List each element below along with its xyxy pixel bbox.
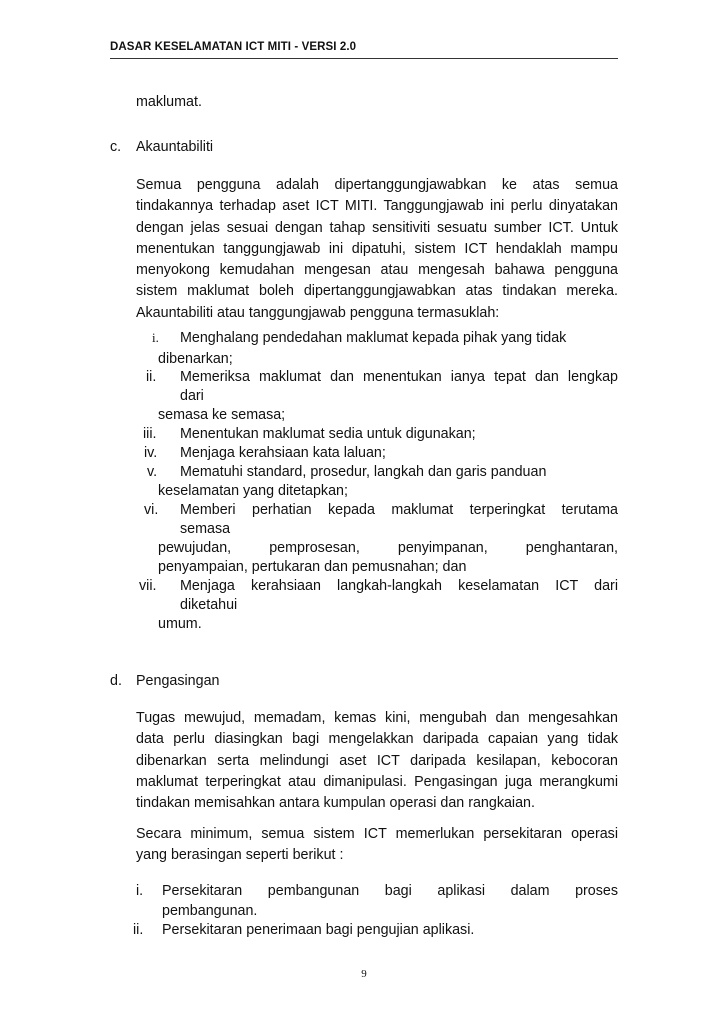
page-number: 9 — [361, 968, 367, 980]
list-item-wrap: dari — [180, 388, 204, 404]
list-item-number: v. — [147, 464, 158, 480]
paragraph-line: dibenarkan serta melindungi aset ICT daripada kesilapan, kebocoran — [136, 752, 618, 769]
paragraph-line: menyokong kemudahan mengesan atau mengesah bahawa pengguna — [136, 262, 618, 279]
list-item-continuation: pembangunan. — [162, 903, 258, 919]
list-item-text: Menghalang pendedahan maklumat kepada pihak yang tidak — [180, 330, 567, 346]
paragraph-line: sistem maklumat boleh dipertanggungjawabkan atas tindakan mereka. — [136, 283, 618, 300]
list-item-continuation: penyampaian, pertukaran dan pemusnahan; dan — [158, 559, 467, 575]
list-item-number: vii. — [139, 578, 157, 594]
list-item-text: Memeriksa maklumat dan menentukan ianya tepat dan lengkap — [180, 369, 618, 385]
list-item-number: i. — [136, 883, 144, 899]
paragraph-line: Tugas mewujud, memadam, kemas kini, mengubah dan mengesahkan — [136, 710, 618, 726]
list-item-number: ii. — [146, 369, 157, 385]
section-c-marker: c. — [110, 139, 122, 155]
header-rule — [110, 58, 618, 59]
list-item-number: ii. — [133, 922, 144, 938]
paragraph-line: data perlu diasingkan bagi mengelakkan daripada capaian yang tidak — [136, 731, 618, 748]
list-item-continuation: keselamatan yang ditetapkan; — [158, 483, 348, 499]
list-item-number: i. — [152, 330, 159, 345]
list-item-continuation: dibenarkan; — [158, 351, 233, 367]
paragraph-line: maklumat terperingkat atau dimanipulasi. Pengasingan juga merangkumi — [136, 773, 618, 790]
list-item-continuation: pewujudan, pemprosesan, penyimpanan, penghantaran, — [158, 540, 618, 556]
section-d-paragraph-2 — [136, 824, 618, 867]
paragraph-line: Semua pengguna adalah dipertanggungjawabkan ke atas semua — [136, 177, 618, 193]
list-item-number: iii. — [143, 426, 157, 442]
paragraph-line: yang berasingan seperti berikut : — [136, 847, 344, 864]
paragraph-line: Akauntabiliti atau tanggungjawab pengguna termasuklah: — [136, 304, 500, 321]
section-d-marker: d. — [110, 673, 122, 689]
list-item-text: Persekitaran pembangunan bagi aplikasi dalam proses — [162, 883, 618, 899]
list-item-text: Memberi perhatian kepada maklumat terperingkat terutama — [180, 502, 618, 518]
list-item-number: iv. — [144, 445, 158, 461]
page-header: DASAR KESELAMATAN ICT MITI - VERSI 2.0 — [110, 41, 357, 53]
list-item-number: vi. — [144, 502, 159, 518]
list-item-continuation: umum. — [158, 616, 202, 632]
section-c-heading: Akauntabiliti — [136, 139, 214, 155]
paragraph-line: tindakannya terhadap aset ICT MITI. Tanggungjawab ini perlu dinyatakan — [136, 198, 618, 215]
paragraph-line: tindakan memisahkan antara kumpulan operasi dan rangkaian. — [136, 795, 535, 812]
section-c-paragraph — [136, 175, 618, 324]
list-item-text: Menjaga kerahsiaan langkah-langkah keselamatan ICT dari — [180, 578, 618, 594]
list-item-text: Mematuhi standard, prosedur, langkah dan garis panduan — [180, 464, 547, 480]
section-d-heading: Pengasingan — [136, 673, 220, 689]
list-item-wrap: semasa — [180, 521, 231, 537]
list-item-text: Persekitaran penerimaan bagi pengujian aplikasi. — [162, 922, 475, 938]
list-item-continuation: semasa ke semasa; — [158, 407, 286, 423]
section-d-paragraph-1 — [136, 708, 618, 814]
paragraph-line: menentukan tanggungjawab ini dipatuhi, sistem ICT hendaklah mampu — [136, 240, 618, 257]
list-item-text: Menjaga kerahsiaan kata laluan; — [180, 445, 386, 461]
paragraph-line: dengan jelas sesuai dengan tahap sensitiviti sesuatu sumber ICT. Untuk — [136, 219, 618, 236]
list-item-wrap: diketahui — [180, 597, 238, 613]
carryover-text: maklumat. — [136, 94, 202, 110]
list-item-text: Menentukan maklumat sedia untuk digunakan; — [180, 426, 476, 442]
paragraph-line: Secara minimum, semua sistem ICT memerlukan persekitaran operasi — [136, 826, 618, 842]
